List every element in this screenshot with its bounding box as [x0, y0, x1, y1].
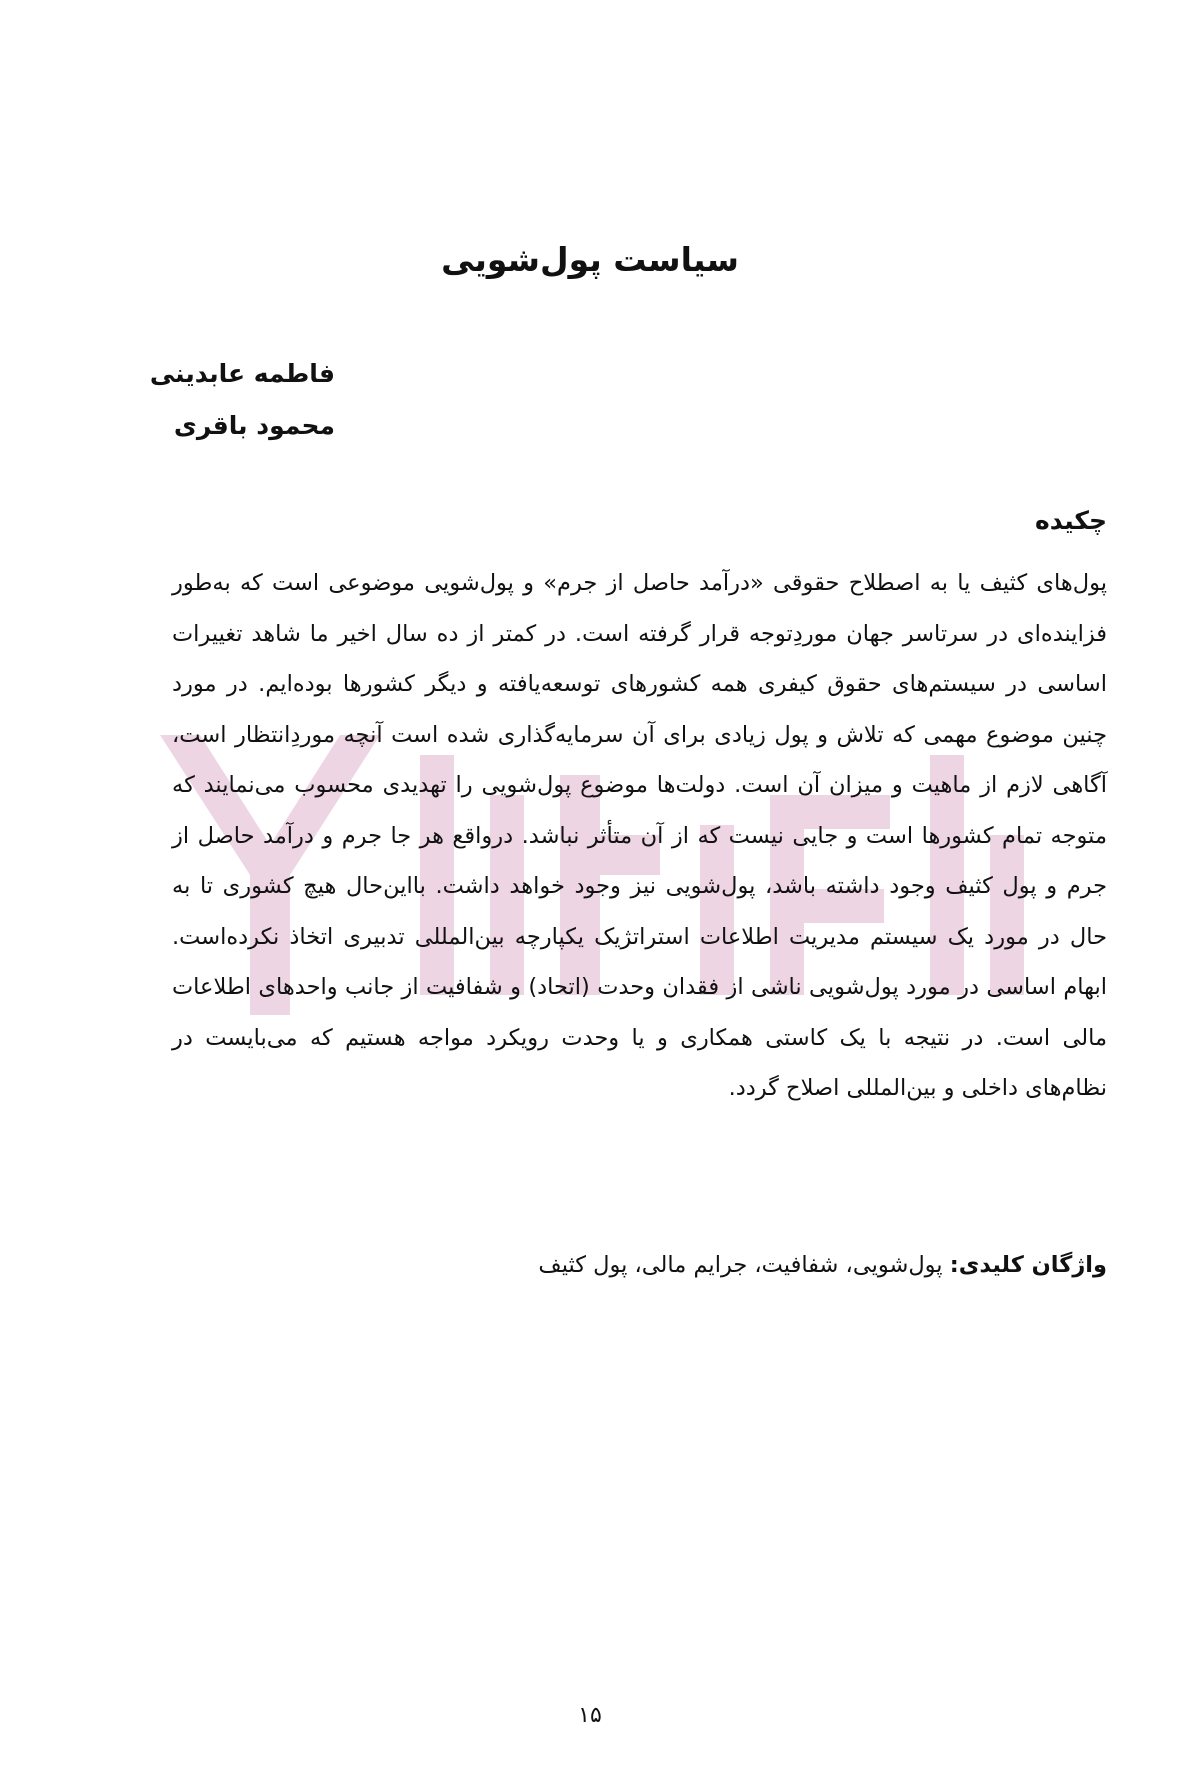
abstract-heading: چکیده [1035, 506, 1107, 535]
page-number: ۱۵ [578, 1703, 602, 1728]
keywords-values: پول‌شویی، شفافیت، جرایم مالی، پول کثیف [538, 1252, 950, 1278]
keywords-label: واژگان کلیدی: [949, 1252, 1107, 1278]
page-title: سیاست پول‌شویی [441, 240, 739, 279]
author-name: فاطمه عابدینی [149, 359, 335, 388]
abstract-paragraph: پول‌های کثیف یا به اصطلاح حقوقی «درآمد حاصل از جرم» و پول‌شویی موضوعی است که به‌طور فزاینده‌ای در سرتاسر جهان موردِتوجه قرار گرفته است. در کمتر از ده سال اخیر ما شاهد تغییرات اساسی در سیستم‌های حقوق کیفری همه کشورهای توسعه‌یافته و دیگر کشورها بوده‌ایم. در مورد چنین موضوع مهمی که تلاش و پول زیادی برای آن سرمایه‌گذاری شده است آنچه موردِانتظار است، آگاهی لازم از ماهیت و میزان آن است. دولت‌ها موضوع پول‌شویی را تهدیدی محسوب می‌نمایند که متوجه تمام کشورها است و جایی نیست که از آن متأثر نباشد. درواقع هر جا جرم و درآمد حاصل از جرم و پول کثیف وجود داشته باشد، پول‌شویی نیز وجود خواهد داشت. بااین‌حال هیچ کشوری تا به حال در مورد یک سیستم مدیریت اطلاعات استراتژیک یکپارچه بین‌المللی تدبیری اتخاذ نکرده‌است. ابهام اساسی در مورد پول‌شویی ناشی از فقدان وحدت (اتحاد) و شفافیت از جانب واحدهای اطلاعات مالی است. در نتیجه با یک کاستی همکاری و یا وحدت رویکرد مواجه هستیم که می‌بایست در نظام‌های داخلی و بین‌المللی اصلاح گردد. [172, 570, 1107, 1101]
keywords-line [172, 1245, 1107, 1285]
author-name: محمود باقری [173, 411, 335, 440]
author-list [35, 348, 335, 452]
